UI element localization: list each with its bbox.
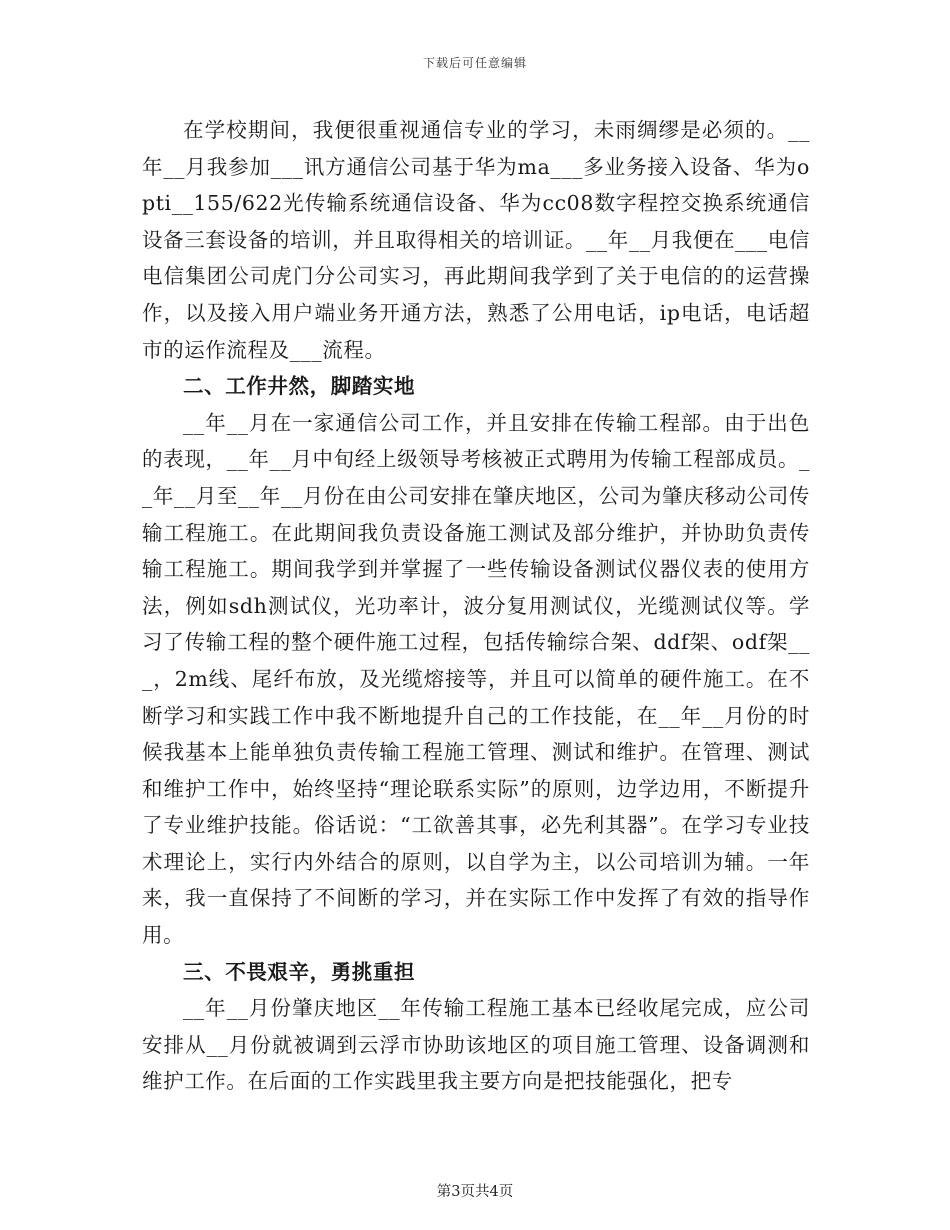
document-body — [142, 112, 810, 1100]
page-header-note: 下载后可任意编辑 — [422, 56, 527, 70]
paragraph-transmission-work: __年__月在一家通信公司工作，并且安排在传输工程部。由于出色的表现，__年__月中旬经上级领导考核被正式聘用为传输工程部成员。__年__月至__年__月份在由公司安排在肇庆地区，公司为肇庆移动公司传输工程施工。在此期间我负责设备施工测试及部分维护，并协助负责传输工程施工。期间我学到并掌握了一些传输设备测试仪器仪表的使用方法，例如sdh测试仪，光功率计，波分复用测试仪，光缆测试仪等。学习了传输工程的整个硬件施工过程，包括传输综合架、ddf架、odf架___，2m线、尾纤布放，及光缆熔接等，并且可以简单的硬件施工。在不断学习和实践工作中我不断地提升自己的工作技能，在__年__月份的时候我基本上能单独负责传输工程施工管理、测试和维护。在管理、测试和维护工作中，始终坚持“理论联系实际”的原则，边学边用，不断提升了专业维护技能。俗话说：“工欲善其事，必先利其器”。在学习专业技术理论上，实行内外结合的原则，以自学为主，以公司培训为辅。一年来，我一直保持了不间断的学习，并在实际工作中发挥了有效的指导作用。 — [142, 410, 810, 948]
paragraph-yunfu-assignment: __年__月份肇庆地区__年传输工程施工基本已经收尾完成，应公司安排从__月份就被调到云浮市协助该地区的项目施工管理、设备调测和维护工作。在后面的工作实践里我主要方向是把技能强化，把专 — [142, 996, 810, 1094]
paragraph-school-training: 在学校期间，我便很重视通信专业的学习，未雨绸缪是必须的。__年__月我参加___讯方通信公司基于华为ma___多业务接入设备、华为opti__155/622光传输系统通信设备、华为cc08数字程控交换系统通信设备三套设备的培训，并且取得相关的培训证。__年__月我便在___电信电信集团公司虎门分公司实习，再此期间我学到了关于电信的的运营操作，以及接入用户端业务开通方法，熟悉了公用电话，ip电话，电话超市的运作流程及___流程。 — [142, 118, 810, 362]
section-heading-3: 三、不畏艰辛，勇挑重担 — [183, 959, 416, 984]
page-number-footer: 第3页共4页 — [436, 1184, 514, 1200]
section-heading-2: 二、工作井然，脚踏实地 — [183, 374, 416, 399]
